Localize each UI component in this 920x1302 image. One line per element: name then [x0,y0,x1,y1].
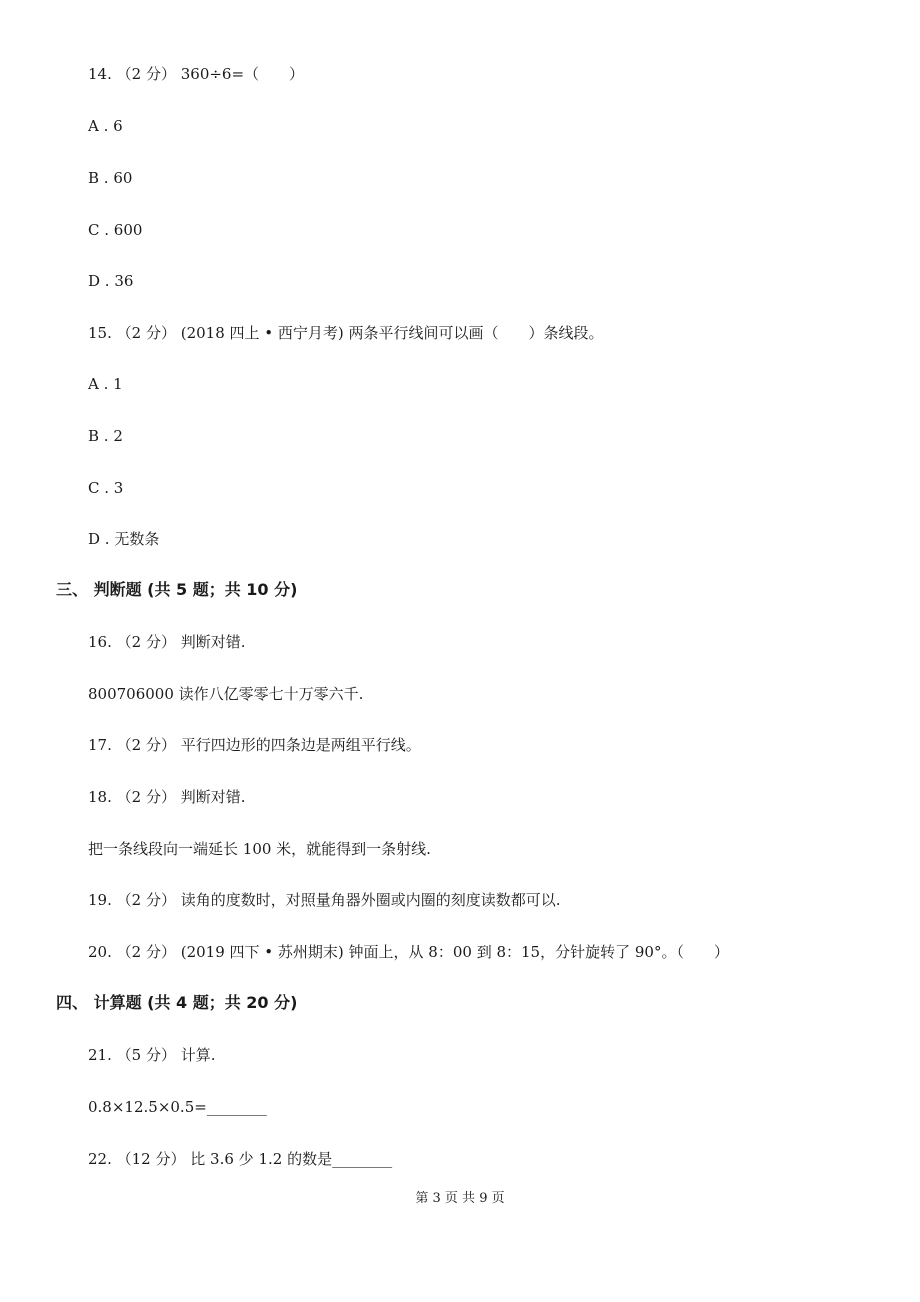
question-16 [88,632,246,652]
question-number: 14. [88,65,112,83]
question-15 [88,323,604,343]
question-number: 19. [88,891,112,909]
option-b: B . 60 [88,169,133,187]
question-score: （2 分） [116,788,176,806]
option-a: A . 6 [88,117,123,135]
question-text: 判断对错. [180,633,246,651]
question-22 [88,1149,392,1169]
question-text: 比 3.6 少 1.2 的数是________ [190,1150,393,1168]
question-score: （2 分） [116,891,176,909]
question-21 [88,1045,216,1065]
question-text: (2019 四下 • 苏州期末) 钟面上，从 8：00 到 8：15，分针旋转了 90°。（ ） [180,943,729,961]
question-score: （2 分） [116,633,176,651]
question-score: （2 分） [116,324,176,342]
question-21-detail: 0.8×12.5×0.5=________ [88,1098,267,1116]
question-number: 21. [88,1046,112,1064]
question-16-detail: 800706000 读作八亿零零七十万零六千. [88,685,364,703]
page-footer: 第 3 页 共 9 页 [415,1191,505,1206]
option-a: A . 1 [88,375,123,393]
question-text: 判断对错. [180,788,246,806]
question-text: 读角的度数时，对照量角器外圈或内圈的刻度读数都可以. [180,891,561,909]
question-text: 360÷6=（ ） [180,65,305,83]
question-text: (2018 四上 • 西宁月考) 两条平行线间可以画（ ）条线段。 [180,324,604,342]
question-number: 20. [88,943,112,961]
question-number: 17. [88,736,112,754]
option-c: C . 3 [88,479,124,497]
section-heading-judgement: 三、 判断题 (共 5 题；共 10 分) [56,580,298,599]
question-score: （2 分） [116,943,176,961]
question-score: （2 分） [116,736,176,754]
question-14 [88,64,304,84]
question-number: 22. [88,1150,112,1168]
question-number: 16. [88,633,112,651]
question-number: 15. [88,324,112,342]
option-b: B . 2 [88,427,123,445]
question-score: （12 分） [116,1150,186,1168]
question-18-detail: 把一条线段向一端延长 100 米，就能得到一条射线. [88,840,431,858]
question-score: （2 分） [116,65,176,83]
option-d: D . 36 [88,272,134,290]
question-number: 18. [88,788,112,806]
question-17 [88,735,421,755]
option-c: C . 600 [88,221,143,239]
question-18 [88,787,246,807]
question-text: 平行四边形的四条边是两组平行线。 [180,736,421,754]
option-d: D . 无数条 [88,530,160,548]
question-score: （5 分） [116,1046,176,1064]
question-20 [88,942,729,962]
section-heading-calculation: 四、 计算题 (共 4 题；共 20 分) [56,993,298,1012]
question-text: 计算. [180,1046,216,1064]
question-19 [88,890,561,910]
